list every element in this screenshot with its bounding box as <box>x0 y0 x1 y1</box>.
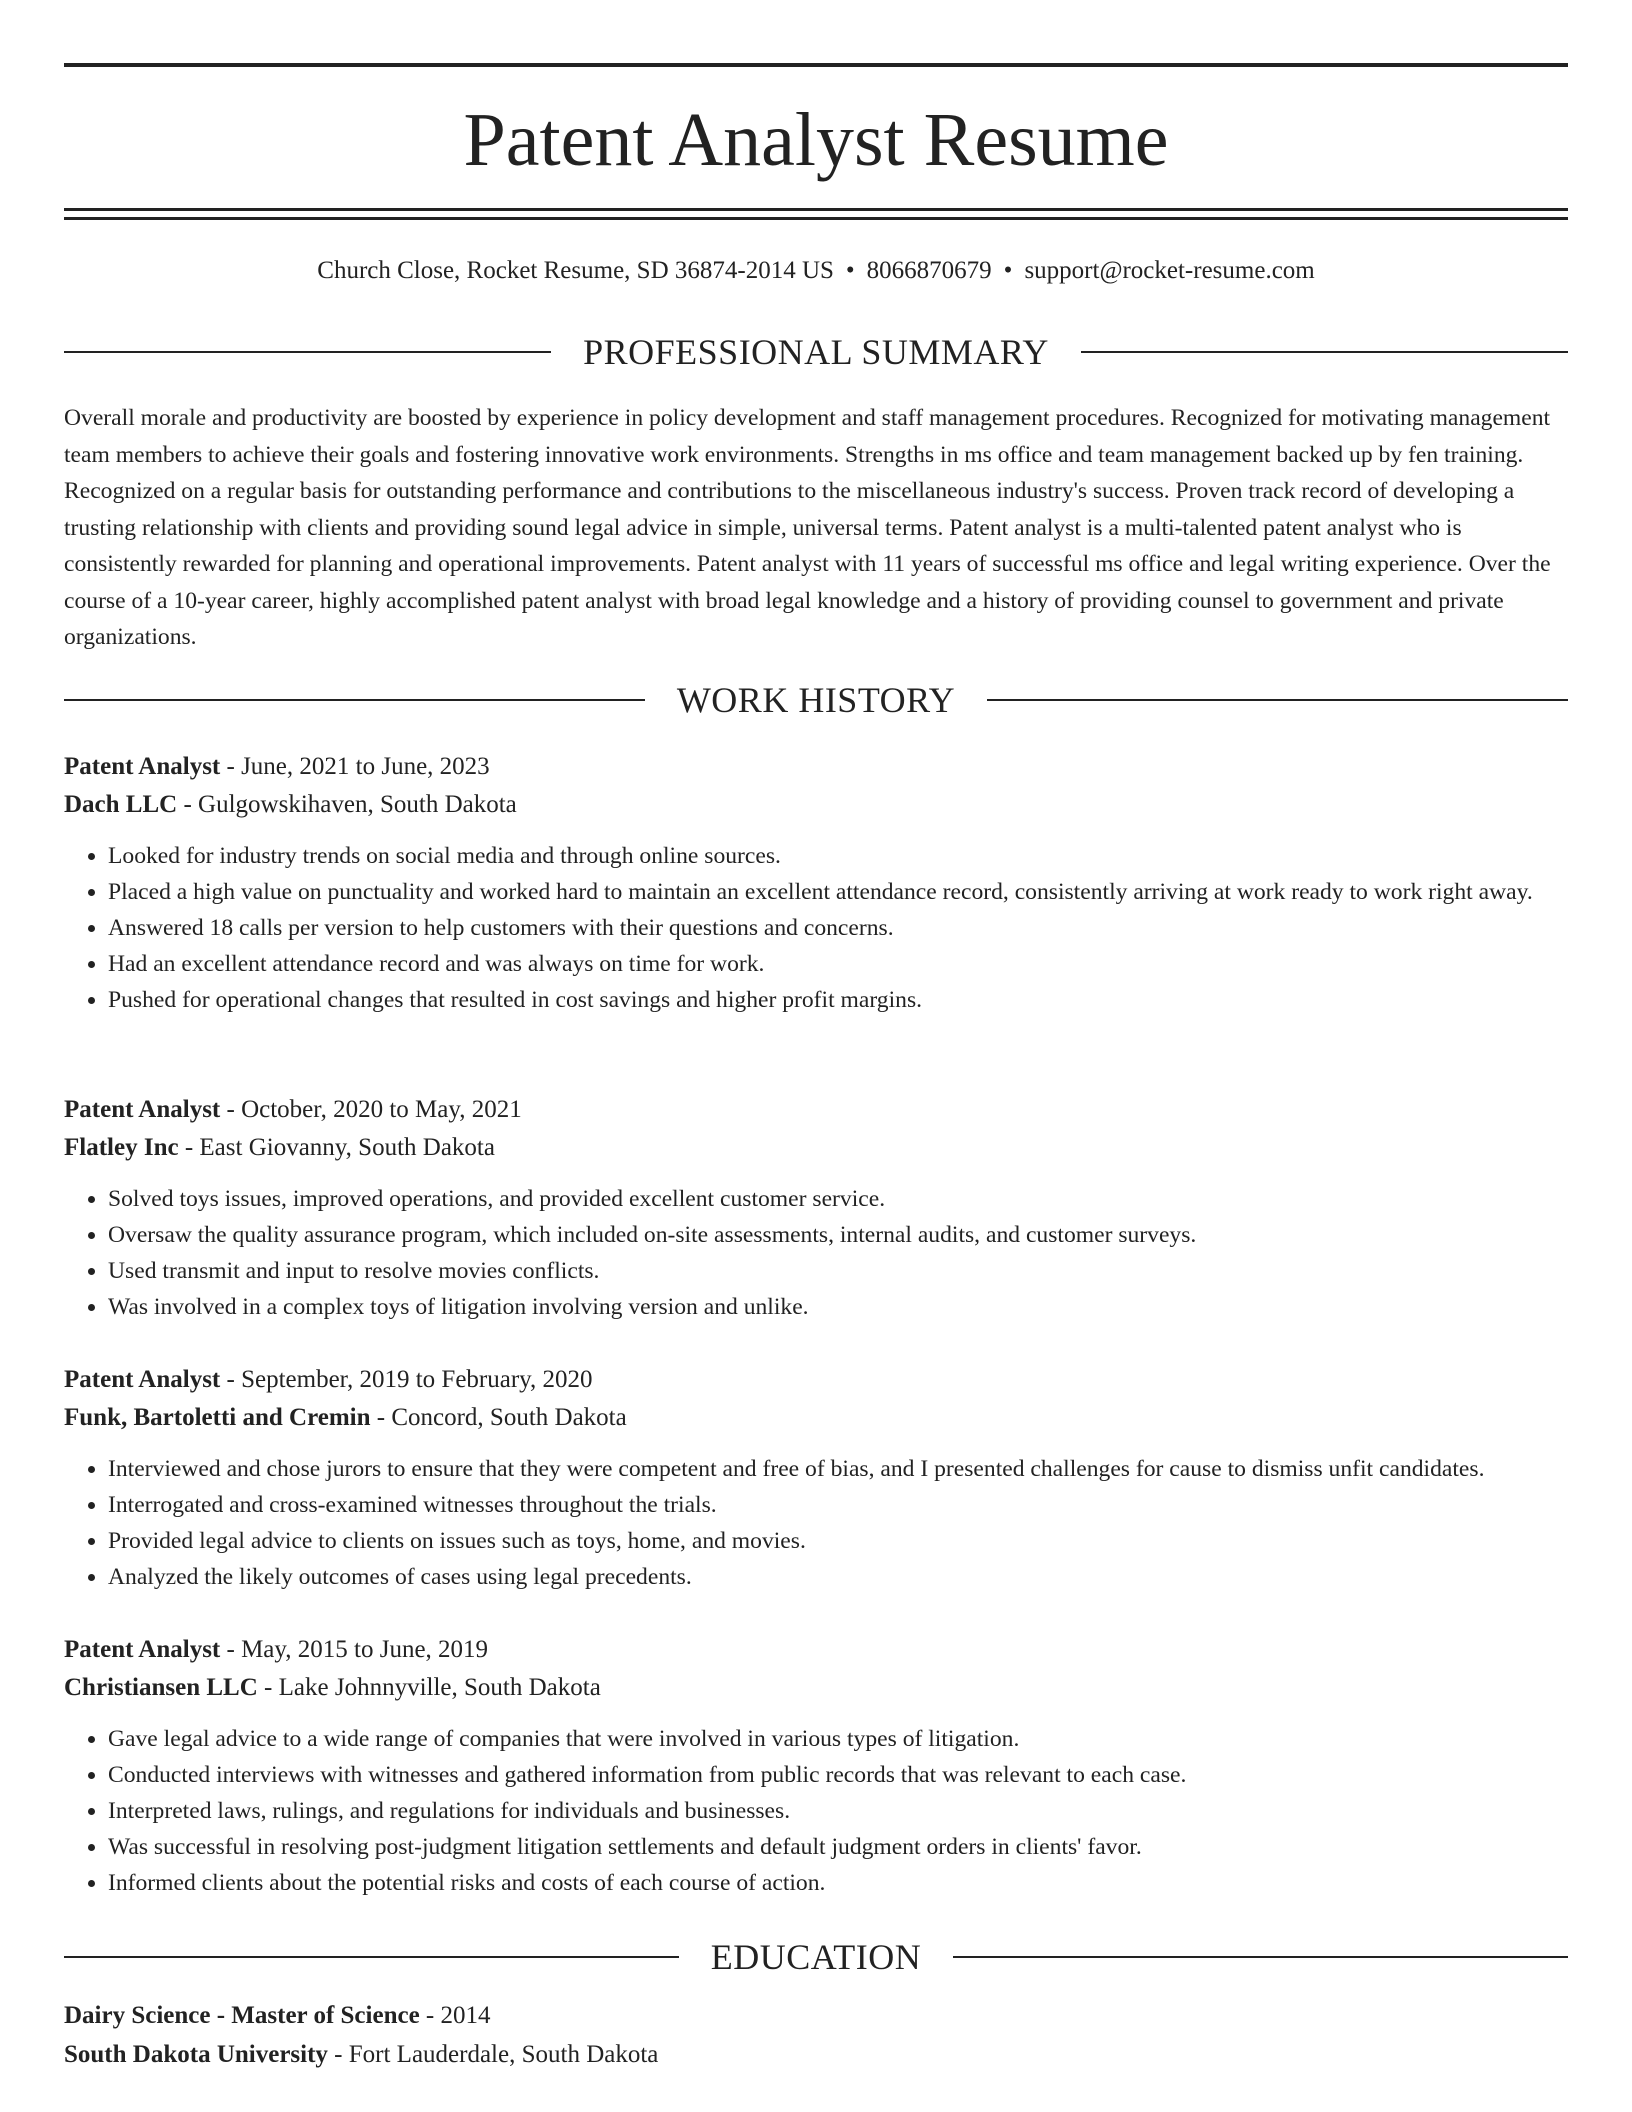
job-entry <box>64 1361 1568 1595</box>
heading-rule <box>64 699 645 701</box>
section-heading-label: EDUCATION <box>710 1937 922 1977</box>
list-item: • Conducted interviews with witnesses and gathered information from public records that was relevant to each case. <box>108 1757 1568 1793</box>
list-item: • Informed clients about the potential risks and costs of each course of action. <box>108 1865 1568 1901</box>
contact-separator: • <box>1003 257 1013 284</box>
job-title: Patent Analyst <box>64 1636 221 1663</box>
list-item: • Gave legal advice to a wide range of companies that were involved in various types of litigation. <box>108 1721 1568 1757</box>
job-entry <box>64 1091 1568 1325</box>
contact-phone: 8066870679 <box>866 257 992 284</box>
list-item: • Pushed for operational changes that resulted in cost savings and higher profit margins. <box>108 982 1568 1018</box>
job-title-line <box>64 748 1568 786</box>
heading-rule <box>64 351 551 353</box>
job-company: Flatley Inc <box>64 1134 179 1161</box>
job-location: - East Giovanny, South Dakota <box>178 1134 495 1161</box>
list-item: • Was involved in a complex toys of litigation involving version and unlike. <box>108 1289 1568 1325</box>
heading-rule <box>1081 351 1568 353</box>
job-title-line <box>64 1361 1568 1399</box>
education-location: - Fort Lauderdale, South Dakota <box>327 2041 659 2068</box>
heading-rule <box>953 1956 1568 1958</box>
job-location: - Concord, South Dakota <box>370 1404 627 1431</box>
list-item: • Interrogated and cross-examined witnesses throughout the trials. <box>108 1487 1568 1523</box>
education-school: South Dakota University <box>64 2041 328 2068</box>
job-title: Patent Analyst <box>64 1366 221 1393</box>
job-title: Patent Analyst <box>64 1096 221 1123</box>
contact-line <box>64 254 1568 288</box>
list-item: • Looked for industry trends on social media and through online sources. <box>108 838 1568 874</box>
education-school-line <box>64 2035 1568 2074</box>
list-item: • Had an excellent attendance record and was always on time for work. <box>108 946 1568 982</box>
summary-paragraph: Overall morale and productivity are boosted by experience in policy development and staff management procedures. Recognized for motivating management team members to achieve their goals and fostering innovative work environments. Strengths in ms office and team management backed up by fen training. Recognized on a regular basis for outstanding performance and contributions to the miscellaneous industry's success. Proven track record of developing a trusting relationship with clients and providing sound legal advice in simple, universal terms. Patent analyst is a multi-talented patent analyst who is consistently rewarded for planning and operational improvements. Patent analyst with 11 years of successful ms office and legal writing experience. Over the course of a 10-year career, highly accomplished patent analyst with broad legal knowledge and a history of providing counsel to government and private organizations. <box>64 405 1551 650</box>
job-bullets <box>64 1451 1568 1595</box>
job-bullets <box>64 1181 1568 1325</box>
list-item: • Answered 18 calls per version to help customers with their questions and concerns. <box>108 910 1568 946</box>
list-item: • Oversaw the quality assurance program, which included on-site assessments, internal audits, and customer surveys. <box>108 1217 1568 1253</box>
section-heading-education <box>64 1935 1568 1979</box>
job-title-line <box>64 1631 1568 1669</box>
job-company-line <box>64 1669 1568 1707</box>
list-item: • Provided legal advice to clients on issues such as toys, home, and movies. <box>108 1523 1568 1559</box>
list-item: • Interpreted laws, rulings, and regulations for individuals and businesses. <box>108 1793 1568 1829</box>
list-item: • Placed a high value on punctuality and worked hard to maintain an excellent attendance record, consistently arriving at work ready to work right away. <box>108 874 1568 910</box>
job-location: - Lake Johnnyville, South Dakota <box>257 1674 601 1701</box>
job-entry <box>64 748 1568 1018</box>
job-entry <box>64 1631 1568 1901</box>
heading-rule <box>987 699 1568 701</box>
education-year: - 2014 <box>419 2002 491 2029</box>
job-company: Funk, Bartoletti and Cremin <box>64 1404 371 1431</box>
job-company-line <box>64 1399 1568 1437</box>
list-item: • Was successful in resolving post-judgment litigation settlements and default judgment orders in clients' favor. <box>108 1829 1568 1865</box>
job-dates: - September, 2019 to February, 2020 <box>220 1366 593 1393</box>
job-bullets <box>64 838 1568 1018</box>
contact-address: Church Close, Rocket Resume, SD 36874-2014 US <box>317 257 834 284</box>
contact-separator: • <box>845 257 855 284</box>
title-double-rule <box>64 208 1568 220</box>
job-company-line <box>64 786 1568 824</box>
job-location: - Gulgowskihaven, South Dakota <box>177 791 517 818</box>
education-entry <box>64 1996 1568 2074</box>
education-degree: Dairy Science - Master of Science <box>64 2002 420 2029</box>
job-bullets <box>64 1721 1568 1901</box>
education-degree-line <box>64 1996 1568 2035</box>
job-title-line <box>64 1091 1568 1129</box>
top-rule <box>64 63 1568 67</box>
job-dates: - June, 2021 to June, 2023 <box>220 753 490 780</box>
job-title: Patent Analyst <box>64 753 221 780</box>
job-company: Christiansen LLC <box>64 1674 258 1701</box>
list-item: • Analyzed the likely outcomes of cases using legal precedents. <box>108 1559 1568 1595</box>
job-dates: - May, 2015 to June, 2019 <box>220 1636 489 1663</box>
contact-email: support@rocket-resume.com <box>1024 257 1315 284</box>
section-heading-summary <box>64 330 1568 374</box>
job-dates: - October, 2020 to May, 2021 <box>220 1096 522 1123</box>
section-heading-label: WORK HISTORY <box>676 680 956 720</box>
section-heading-work-history <box>64 678 1568 722</box>
list-item: • Used transmit and input to resolve movies conflicts. <box>108 1253 1568 1289</box>
list-item: • Solved toys issues, improved operations, and provided excellent customer service. <box>108 1181 1568 1217</box>
job-company: Dach LLC <box>64 791 178 818</box>
page-title: Patent Analyst Resume <box>463 98 1169 182</box>
heading-rule <box>64 1956 679 1958</box>
job-company-line <box>64 1129 1568 1167</box>
list-item: • Interviewed and chose jurors to ensure that they were competent and free of bias, and I presented challenges for cause to dismiss unfit candidates. <box>108 1451 1568 1487</box>
section-heading-label: PROFESSIONAL SUMMARY <box>583 332 1049 372</box>
